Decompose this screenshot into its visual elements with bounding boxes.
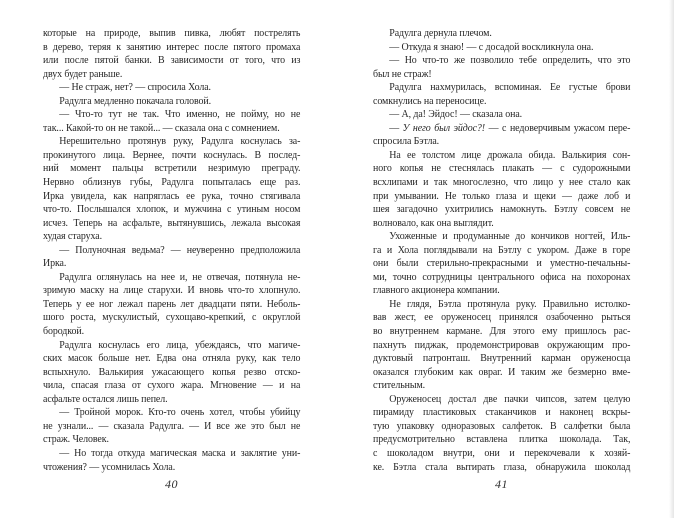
paragraph bbox=[373, 41, 630, 55]
text-line: волновало, как она выглядит. bbox=[373, 216, 494, 229]
paragraph bbox=[373, 298, 630, 393]
text-line: — А, да! Эйдос! — сказала она. bbox=[389, 108, 523, 121]
text-line: — Но тогда откуда магическая маска и заклятие уни- bbox=[59, 446, 301, 459]
text-line: Не глядя, Бэтла протянула руку. Правильно истолко- bbox=[389, 297, 631, 310]
paragraph bbox=[43, 95, 300, 109]
paragraph bbox=[43, 447, 300, 474]
left-page-text bbox=[43, 27, 300, 474]
text-line: Радулга медленно покачала головой. bbox=[59, 94, 211, 107]
text-line: — Но что-то же позволило тебе определить, что это bbox=[389, 54, 631, 67]
paragraph bbox=[373, 27, 630, 41]
text-line: Нервно облизнув губы, Радулга попыталась еще раз. bbox=[43, 176, 301, 189]
text-line: дуктовый патронташ. Внутренний карман оруженосца bbox=[373, 352, 631, 365]
text-line: ного копья не стеснялась плакать — с судорожными bbox=[373, 162, 631, 175]
text-line: Нерешительно протянув руку, Радулга коснулась за- bbox=[59, 135, 301, 148]
italic-phrase: У него был эйдос?! bbox=[402, 121, 486, 134]
text-line: стительным. bbox=[373, 379, 426, 392]
text-line: пахнуть пиджак, продемонстрировав окружающим про- bbox=[373, 338, 631, 351]
paragraph bbox=[43, 339, 300, 407]
text-line: чтожения? — усомнилась Хола. bbox=[43, 460, 176, 473]
scan-edge-shadow bbox=[669, 0, 674, 518]
paragraph bbox=[373, 122, 630, 149]
paragraph bbox=[373, 108, 630, 122]
text-line: так... Какой-то он не такой... — сказала она с сомнением. bbox=[43, 121, 280, 134]
text-line: в дерево, теряя к занятию интерес после пятого промаха bbox=[43, 40, 301, 53]
text-line: или после пятой банки. В зависимости от того, что из bbox=[43, 54, 301, 67]
text-line: с шоколадом внутри, они и перекочевали к хозяй- bbox=[373, 446, 631, 459]
text-segment: — bbox=[389, 121, 403, 134]
text-line: чила, спасая глаза от сухого жара. Мгновение — и на bbox=[43, 379, 301, 392]
text-line: Радулга дернула плечом. bbox=[389, 27, 492, 39]
text-line: — Полуночная ведьма? — неуверенно предположила bbox=[59, 243, 301, 256]
text-line: — Тройной морок. Кто-то очень хотел, чтобы убийцу bbox=[59, 406, 301, 419]
paragraph bbox=[43, 81, 300, 95]
text-line: ний момент пальцы встретили незримую преграду. bbox=[43, 162, 301, 175]
text-line: пирамиду пластиковых стаканчиков и наконец вскры- bbox=[373, 406, 631, 419]
text-line: шого роста, мускулистый, сухощаво-крепкий, с округлой bbox=[43, 311, 301, 324]
text-line: га и Хола поглядывали на Бэтлу с укором. Даже в горе bbox=[373, 243, 631, 256]
text-line: ских масок больше нет. Едва она отняла руку, как тело bbox=[43, 352, 301, 365]
text-line: что-то. Послышался хлопок, и мужчина с утиным носом bbox=[43, 203, 301, 216]
text-line: худая старуха. bbox=[43, 230, 102, 243]
right-page-text bbox=[373, 27, 630, 474]
text-line: Оруженосец достал две пачки чипсов, затем целую bbox=[389, 392, 631, 405]
text-line: асфальте остался лишь пепел. bbox=[43, 392, 168, 405]
text-line: тую упаковку одноразовых салфеток. В салфетки была bbox=[373, 419, 631, 432]
text-line: Ирка. bbox=[43, 257, 67, 270]
text-line: — Не страж, нет? — спросила Хола. bbox=[59, 81, 211, 94]
text-line: предусмотрительно вставлена плитка шоколада. Так, bbox=[373, 433, 631, 446]
text-line: страж. Человек. bbox=[43, 433, 109, 446]
text-line: вав жест, ее оруженосец принялся озабоченно рыться bbox=[373, 311, 631, 324]
text-line: На ее толстом лице дрожала обида. Валькирия сон- bbox=[389, 148, 631, 161]
text-line: прокинутого лица. Вернее, почти коснулась. В послед- bbox=[43, 148, 301, 161]
paragraph bbox=[373, 54, 630, 81]
paragraph bbox=[373, 230, 630, 298]
text-line: ке. Бэтла стала вытирать глаза, обнаружила шоколад bbox=[373, 460, 631, 473]
text-line: был не страж! bbox=[373, 67, 432, 80]
text-line: Радулга оглянулась на нее и, не отвечая, потянула не- bbox=[59, 270, 301, 283]
left-page-number: 40 bbox=[165, 477, 178, 491]
text-line: они были стерильно-прекрасными и уместно-печальны- bbox=[373, 257, 631, 270]
text-line: не узнали... — сказала Радулга. — И все же это был не bbox=[43, 419, 301, 432]
text-line: — Откуда я знаю! — с досадой воскликнула она. bbox=[389, 40, 594, 53]
text-line: главного акционера компании. bbox=[373, 284, 500, 297]
text-line: всхлипами и так многослезно, что лицо у нее стало как bbox=[373, 176, 631, 189]
paragraph bbox=[43, 406, 300, 447]
text-line: которые на природе, выпив пивка, любят пострелять bbox=[43, 27, 301, 39]
text-line: двух будет раньше. bbox=[43, 67, 123, 80]
text-line: Теперь у ее ног лежал парень лет двадцати пяти. Неболь- bbox=[43, 297, 301, 310]
text-line: зримую маску на лице старухи. И вновь что-то хлопнуло. bbox=[43, 284, 301, 297]
text-line: Ирка увидела, как напряглась ее рука, точно стягивала bbox=[43, 189, 301, 202]
text-line: во внутреннем кармане. Для этого ему пришлось рас- bbox=[373, 325, 631, 338]
text-line: Радулга нахмурилась, вспоминая. Ее густые брови bbox=[389, 81, 631, 94]
text-line: вспыхнуло. Валькирия ужасающего копья резво отско- bbox=[43, 365, 301, 378]
text-line: исчез. Теперь на асфальте, вытянувшись, лежала высокая bbox=[43, 216, 301, 229]
text-line: Радулга коснулась его лица, убеждаясь, что магиче- bbox=[59, 338, 301, 351]
text-line: бородкой. bbox=[43, 325, 85, 338]
paragraph bbox=[373, 393, 630, 474]
text-segment: — с недоверчивым ужасом пере- bbox=[485, 121, 631, 134]
text-line: сомкнулись на переносице. bbox=[373, 94, 487, 107]
right-page-number: 41 bbox=[495, 477, 508, 491]
paragraph bbox=[43, 108, 300, 135]
paragraph bbox=[373, 81, 630, 108]
text-line: спросила Бэтла. bbox=[373, 135, 440, 148]
text-line: Ухоженные и продуманные до кончиков ногтей, Иль- bbox=[389, 230, 631, 243]
paragraph bbox=[43, 244, 300, 271]
text-line: при умывании. Не только глаза и щеки — даже лоб и bbox=[373, 189, 631, 202]
text-line: оказался глубоким как овраг. И таким же безмерно вме- bbox=[373, 365, 631, 378]
paragraph bbox=[43, 271, 300, 339]
paragraph bbox=[373, 149, 630, 230]
text-line bbox=[373, 122, 630, 136]
text-line: шея загадочно ухитрились намокнуть. Бэтлу совсем не bbox=[373, 203, 631, 216]
text-line: — Что-то тут не так. Что именно, не пойму, но не bbox=[59, 108, 301, 121]
paragraph bbox=[43, 27, 300, 81]
paragraph bbox=[43, 135, 300, 243]
text-line: ми, точно сотрудницы центрального офиса на похоронах bbox=[373, 270, 631, 283]
